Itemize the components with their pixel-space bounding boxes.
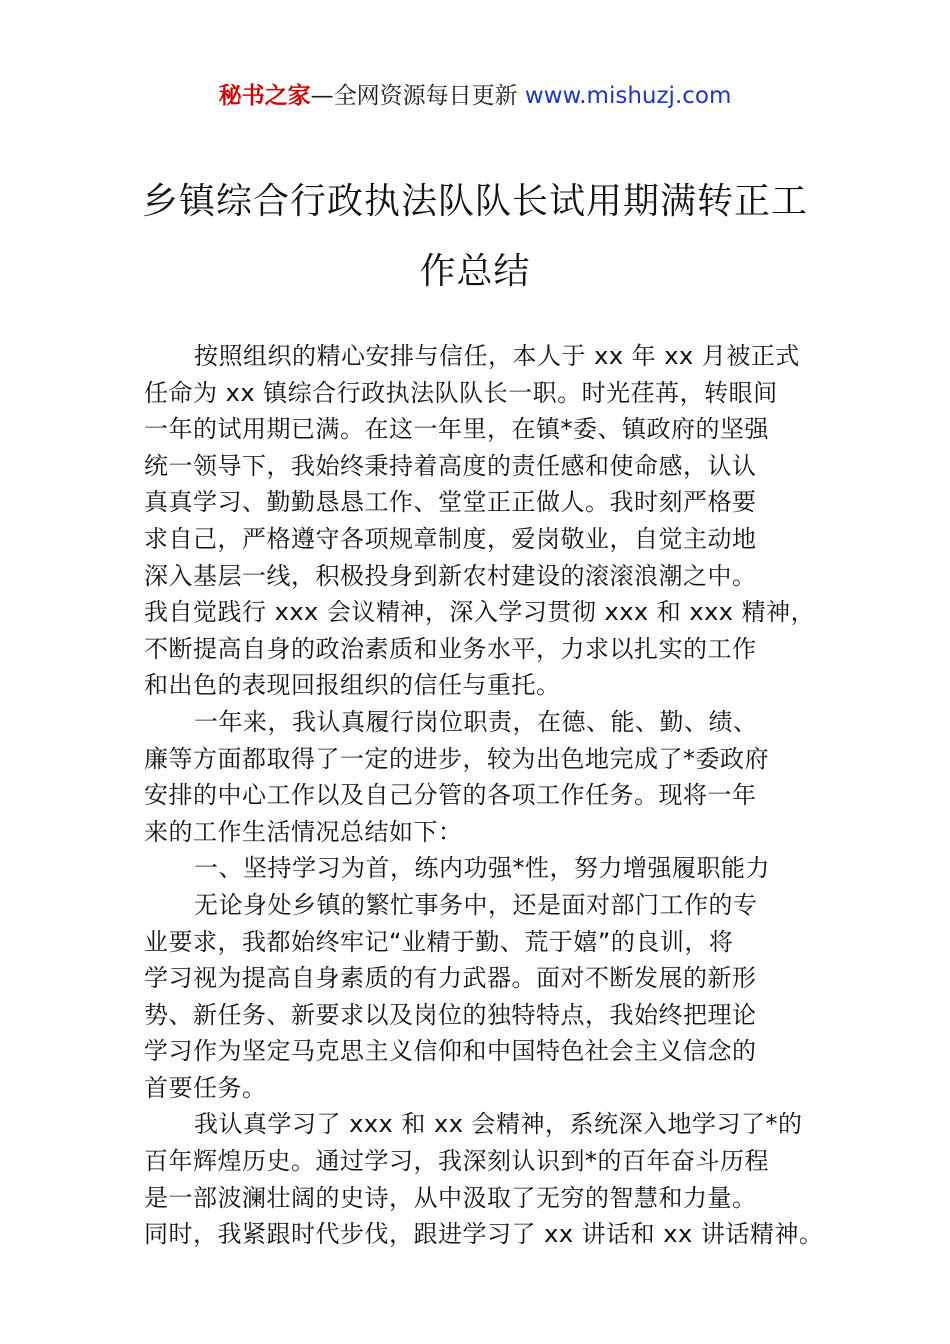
section-heading: 一、坚持学习为首，练内功强*性，努力增强履职能力	[194, 854, 770, 883]
body-line: 无论身处乡镇的繁忙事务中，还是面对部门工作的专	[194, 890, 758, 919]
site-tagline: —全网资源每日更新	[310, 83, 518, 109]
site-brand: 秘书之家	[218, 83, 311, 109]
site-url-link[interactable]: www.mishuzj.com	[524, 83, 732, 109]
document-body	[144, 338, 824, 1253]
body-line: 真真学习、勤勤恳恳工作、堂堂正正做人。我时刻严格要	[144, 488, 757, 517]
body-line: 一年的试用期已满。在这一年里，在镇*委、镇政府的坚强	[144, 415, 769, 444]
body-line: 安排的中心工作以及自己分管的各项工作任务。现将一年	[144, 781, 757, 810]
body-line: 一年来，我认真履行岗位职责，在德、能、勤、绩、	[194, 707, 758, 736]
body-line: 学习视为提高自身素质的有力武器。面对不断发展的新形	[144, 964, 757, 993]
body-line: 来的工作生活情况总结如下：	[144, 817, 463, 846]
body-line: 首要任务。	[144, 1073, 267, 1102]
body-line: 是一部波澜壮阔的史诗，从中汲取了无穷的智慧和力量。	[144, 1183, 757, 1212]
body-line: 不断提高自身的政治素质和业务水平，力求以扎实的工作	[144, 634, 757, 663]
body-line: 百年辉煌历史。通过学习，我深刻认识到*的百年奋斗历程	[144, 1147, 769, 1176]
body-line: 同时，我紧跟时代步伐，跟进学习了 xx 讲话和 xx 讲话精神。	[144, 1220, 824, 1249]
body-line: 任命为 xx 镇综合行政执法队队长一职。时光荏苒，转眼间	[144, 378, 778, 407]
body-line: 学习作为坚定马克思主义信仰和中国特色社会主义信念的	[144, 1037, 757, 1066]
document-title-line-2: 作总结	[419, 251, 531, 292]
body-line: 统一领导下，我始终秉持着高度的责任感和使命感，认认	[144, 451, 757, 480]
document-title-line-1: 乡镇综合行政执法队队长试用期满转正工	[141, 181, 808, 222]
body-line: 按照组织的精心安排与信任，本人于 xx 年 xx 月被正式	[194, 342, 800, 370]
body-line: 我认真学习了 xxx 和 xx 会精神，系统深入地学习了*的	[194, 1110, 803, 1139]
body-line: 势、新任务、新要求以及岗位的独特特点，我始终把理论	[144, 1000, 757, 1029]
site-header	[0, 80, 950, 112]
body-line: 求自己，严格遵守各项规章制度，爱岗敬业，自觉主动地	[144, 524, 757, 553]
body-line: 我自觉践行 xxx 会议精神，深入学习贯彻 xxx 和 xxx 精神，	[144, 598, 816, 627]
body-line: 廉等方面都取得了一定的进步，较为出色地完成了*委政府	[144, 744, 769, 773]
body-line: 深入基层一线，积极投身到新农村建设的滚滚浪潮之中。	[144, 561, 757, 590]
body-line: 和出色的表现回报组织的信任与重托。	[144, 671, 561, 700]
body-line: 业要求，我都始终牢记“业精于勤、荒于嬉”的良训，将	[144, 927, 734, 956]
